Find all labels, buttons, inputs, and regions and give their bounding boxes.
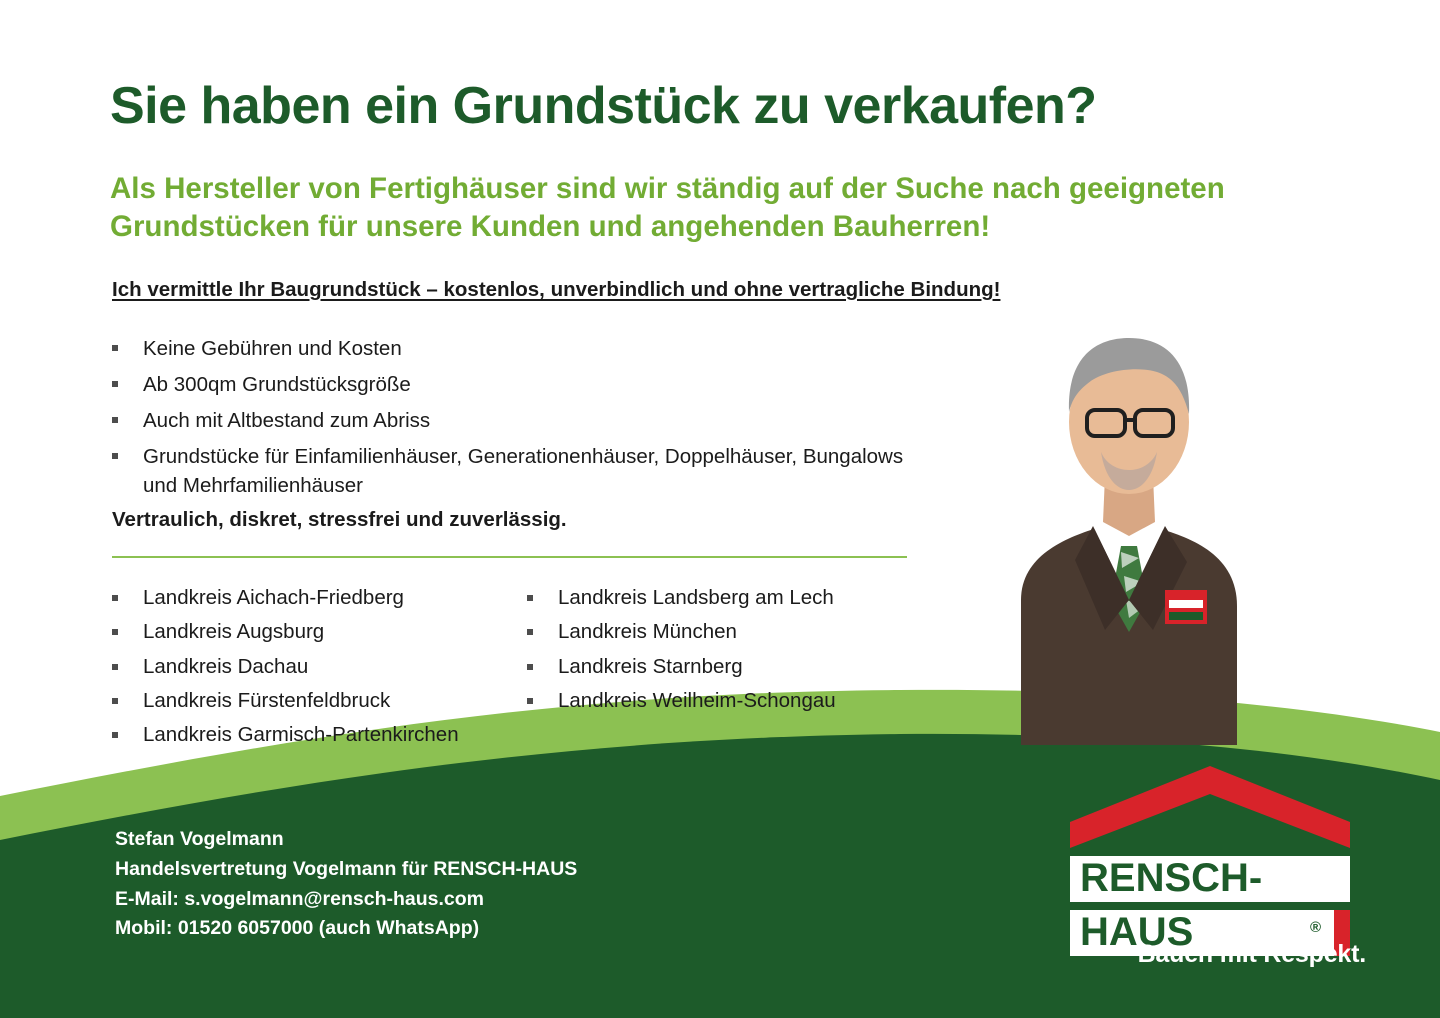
page-title: Sie haben ein Grundstück zu verkaufen?	[110, 77, 1097, 135]
contact-role: Handelsvertretung Vogelmann für RENSCH-HAUS	[115, 857, 578, 880]
section-divider	[112, 556, 907, 558]
contact-block	[115, 825, 577, 944]
list-item: Grundstücke für Einfamilienhäuser, Generationenhäuser, Doppelhäuser, Bungalows und Mehrfamilienhäuser	[108, 442, 908, 500]
list-item: Landkreis München	[523, 618, 938, 646]
regions-section	[108, 584, 938, 755]
logo-line-2: HAUS	[1080, 910, 1194, 954]
logo-registered-mark: ®	[1310, 919, 1322, 936]
list-item: Landkreis Weilheim-Schongau	[523, 687, 938, 715]
list-item: Landkreis Garmisch-Partenkirchen	[108, 721, 523, 749]
list-item: Landkreis Landsberg am Lech	[523, 584, 938, 612]
contact-email[interactable]: E-Mail: s.vogelmann@rensch-haus.com	[115, 887, 485, 910]
lead-statement: Ich vermittle Ihr Baugrundstück – kostenlos, unverbindlich und ohne vertragliche Bindung!	[112, 278, 1001, 301]
list-item: Landkreis Aichach-Friedberg	[108, 584, 523, 612]
regions-column-left	[108, 584, 523, 755]
contact-name: Stefan Vogelmann	[115, 828, 284, 850]
list-item: Keine Gebühren und Kosten	[108, 334, 908, 363]
page-subtitle: Als Hersteller von Fertighäuser sind wir ständig auf der Suche nach geeigneten Grundstücken für unsere Kunden und angehenden Bauherren!	[110, 172, 1225, 244]
contact-mobile[interactable]: Mobil: 01520 6057000 (auch WhatsApp)	[115, 917, 480, 940]
list-item: Ab 300qm Grundstücksgröße	[108, 370, 908, 399]
list-item: Landkreis Dachau	[108, 653, 523, 681]
logo-claim: Bauen mit Respekt.	[1137, 940, 1366, 968]
list-item: Landkreis Starnberg	[523, 653, 938, 681]
benefits-list	[108, 334, 908, 508]
list-item: Landkreis Augsburg	[108, 618, 523, 646]
list-item: Auch mit Altbestand zum Abriss	[108, 406, 908, 435]
regions-column-right	[523, 584, 938, 755]
logo-line-1: RENSCH-	[1080, 856, 1263, 900]
portrait-photo	[925, 300, 1325, 745]
trust-tagline: Vertraulich, diskret, stressfrei und zuverlässig.	[112, 508, 567, 531]
list-item: Landkreis Fürstenfeldbruck	[108, 687, 523, 715]
